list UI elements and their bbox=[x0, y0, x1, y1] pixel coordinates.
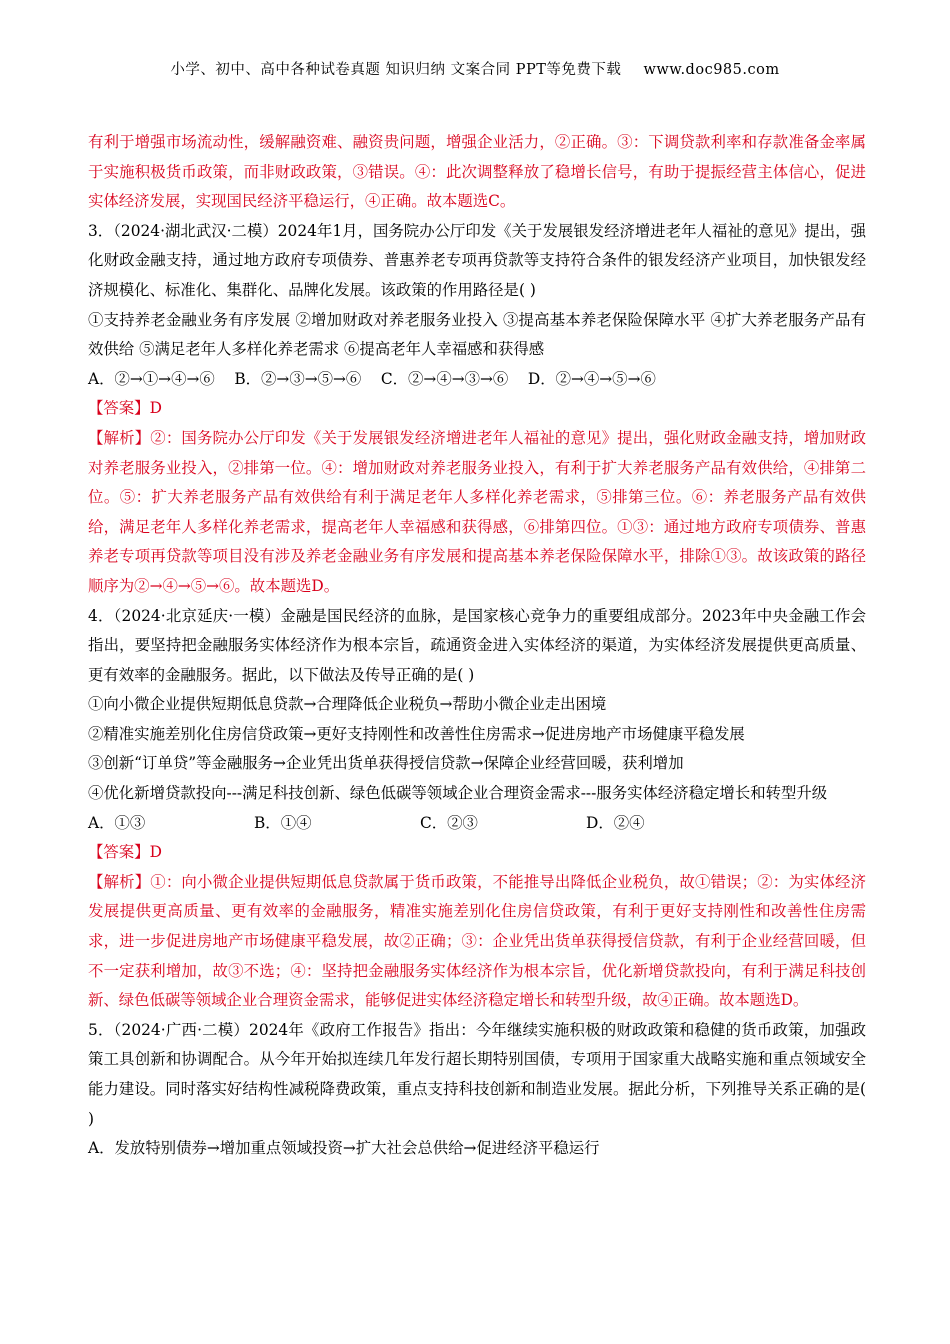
q5-stem: 5．（2024·广西·二模）2024年《政府工作报告》指出：今年继续实施积极的财政政策和稳健的货币政策，加强政策工具创新和协调配合。从今年开始拟连续几年发行超长期特别国债，专项用于国家重大战略实施和重点领域安全能力建设。同时落实好结构性减税降费政策，重点支持科技创新和制造业发展。据此分析，下列推导关系正确的是( ) bbox=[88, 1020, 866, 1128]
q3-answer-value: D bbox=[149, 399, 162, 418]
q4-option-d: D．②④ bbox=[586, 813, 645, 832]
q4-item-1: ①向小微企业提供短期低息贷款→合理降低企业税负→帮助小微企业走出困境 bbox=[88, 695, 607, 714]
header-site[interactable]: www.doc985.com bbox=[643, 62, 780, 78]
q3-analysis bbox=[88, 424, 866, 602]
q3-answer-tag: 【答案】 bbox=[88, 399, 150, 418]
q4-analysis-text: ①：向小微企业提供短期低息贷款属于货币政策，不能推导出降低企业税负，故①错误；②：为实体经济发展提供更高质量、更有效率的金融服务，精准实施差别化住房信贷政策，有利于更好支持刚性和改善性住房需求，进一步促进房地产市场健康平稳发展，故②正确；③：企业凭出货单获得授信贷款，有利于企业经营回暖，但不一定获利增加，故③不选；④：坚持把金融服务实体经济作为根本宗旨，优化新增贷款投向，有利于满足科技创新、绿色低碳等领域企业合理资金需求，能够促进实体经济稳定增长和转型升级，故④正确。故本题选D。 bbox=[88, 872, 866, 1010]
q4-item-3: ③创新“订单贷”等金融服务→企业凭出货单获得授信贷款→保障企业经营回暖，获利增加 bbox=[88, 754, 684, 773]
q3-option-c: C．②→④→③→⑥ bbox=[380, 369, 509, 388]
q4-item-4: ④优化新增贷款投向---满足科技创新、绿色低碳等领域企业合理资金需求---服务实体经济稳定增长和转型升级 bbox=[88, 784, 828, 803]
q3-items: ①支持养老金融业务有序发展 ②增加财政对养老服务业投入 ③提高基本养老保险保障水平 ④扩大养老服务产品有效供给 ⑤满足老年人多样化养老需求 ⑥提高老年人幸福感和获得感 bbox=[88, 310, 866, 359]
q3-option-d: D．②→④→⑤→⑥ bbox=[527, 369, 656, 388]
q4-option-c: C．②③ bbox=[420, 813, 478, 832]
q4-answer-value: D bbox=[149, 843, 162, 862]
q3-analysis-text: ②：国务院办公厅印发《关于发展银发经济增进老年人福祉的意见》提出，强化财政金融支持，增加财政对养老服务业投入，②排第一位。④：增加财政对养老服务业投入，有利于扩大养老服务产品有效供给，④排第二位。⑤：扩大养老服务产品有效供给有利于满足老年人多样化养老需求，⑤排第三位。⑥：养老服务产品有效供给，满足老年人多样化养老需求，提高老年人幸福感和获得感，⑥排第四位。①③：通过地方政府专项债券、普惠养老专项再贷款等项目没有涉及养老金融业务有序发展和提高基本养老保险保障水平，排除①③。故该政策的路径顺序为②→④→⑤→⑥。故本题选D。 bbox=[88, 428, 866, 595]
q4-item-2: ②精准实施差别化住房信贷政策→更好支持刚性和改善性住房需求→促进房地产市场健康平稳发展 bbox=[88, 724, 745, 743]
q3-stem: 3．（2024·湖北武汉·二模）2024年1月，国务院办公厅印发《关于发展银发经济增进老年人福祉的意见》提出，强化财政金融支持，通过地方政府专项债券、普惠养老专项再贷款等支持符合条件的银发经济产业项目，加快银发经济规模化、标准化、集群化、品牌化发展。该政策的作用路径是( ) bbox=[88, 221, 866, 299]
q3-options bbox=[88, 365, 866, 395]
page-header bbox=[0, 58, 950, 79]
document-body bbox=[88, 128, 866, 1164]
q3-analysis-tag: 【解析】 bbox=[88, 428, 151, 447]
q4-option-a: A．①③ bbox=[88, 813, 146, 832]
q4-analysis bbox=[88, 868, 866, 1016]
header-text: 小学、初中、高中各种试卷真题 知识归纳 文案合同 PPT等免费下载 bbox=[170, 62, 622, 78]
q4-stem: 4．（2024·北京延庆·一模）金融是国民经济的血脉，是国家核心竞争力的重要组成部分。2023年中央金融工作会指出，要坚持把金融服务实体经济作为根本宗旨，疏通资金进入实体经济的渠道，为实体经济发展提供更高质量、更有效率的金融服务。据此，以下做法及传导正确的是( ) bbox=[88, 606, 866, 684]
q4-options bbox=[88, 809, 866, 839]
q4-analysis-tag: 【解析】 bbox=[88, 872, 151, 891]
q2-analysis-tail: 有利于增强市场流动性，缓解融资难、融资贵问题，增强企业活力，②正确。③：下调贷款利率和存款准备金率属于实施积极货币政策，而非财政政策，③错误。④：此次调整释放了稳增长信号，有助于提振经营主体信心，促进实体经济发展，实现国民经济平稳运行，④正确。故本题选C。 bbox=[88, 133, 866, 211]
q3-option-a: A．②→①→④→⑥ bbox=[88, 369, 215, 388]
q5-option-a: A．发放特别债券→增加重点领域投资→扩大社会总供给→促进经济平稳运行 bbox=[88, 1139, 600, 1158]
q4-answer-tag: 【答案】 bbox=[88, 843, 150, 862]
q4-answer bbox=[88, 838, 866, 868]
q3-option-b: B．②→③→⑤→⑥ bbox=[234, 369, 362, 388]
q3-answer bbox=[88, 394, 866, 424]
q4-option-b: B．①④ bbox=[254, 813, 312, 832]
